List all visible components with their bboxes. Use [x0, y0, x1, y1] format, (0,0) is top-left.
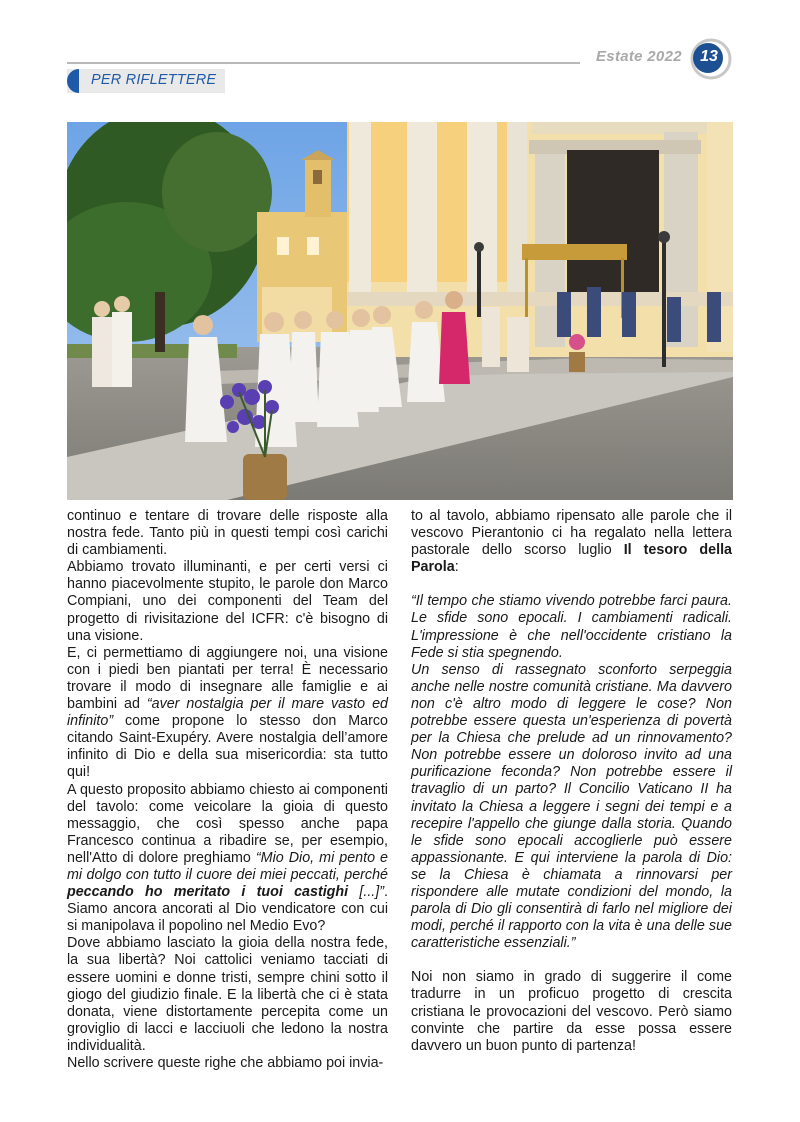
bold-run: Il tesoro della Parola [411, 542, 732, 576]
bold-quote-run: peccando ho meritato i tuoi castighi [67, 884, 349, 901]
quote-run: [...]” [348, 884, 385, 901]
left-paragraph-4 [67, 782, 388, 936]
left-paragraph-2: Abbiamo trovato illuminanti, e per certi versi ci hanno piacevolmente stupito, le parole don Marco Compiani, uno dei componenti del Team del progetto di rivisitazione del ICFR: c'è bisogno di una visione. [67, 559, 388, 644]
left-paragraph-3 [67, 645, 388, 782]
header-rule [67, 62, 580, 64]
quote-run: “aver nostalgia per il mare vasto ed infinito” [67, 696, 388, 730]
left-paragraph-1: continuo e tentare di trovare delle risposte alla nostra fede. Tanto più in questi tempi così carichi di cambiamenti. [67, 508, 388, 559]
spacer [411, 576, 732, 593]
text-run: : [454, 559, 459, 576]
church-procession-photo [67, 122, 733, 500]
text-run: to al tavolo, abbiamo ripensato alle parole che il vescovo Pierantonio ci ha regalato nella lettera pastorale dello scorso luglio [411, 508, 732, 559]
left-paragraph-5: Dove abbiamo lasciato la gioia della nostra fede, la sua libertà? Noi cattolici veniamo tacciati di essere uomini e donne tristi, sempre chini sotto il giogo del giudizio finale. E la libertà che ci è stata donata, viene distortamente percepita come un groviglio di lacci e lacciuoli che ledono la nostra individualità. [67, 935, 388, 1054]
section-title: PER RIFLETTERE [91, 72, 217, 88]
right-column [411, 508, 732, 1055]
text-run: come propone lo stesso don Marco citando Saint-Exupéry. Avere nostalgia dell’amore infinito di Dio e della sua misericordia: sta tutto qui! [67, 713, 388, 781]
quote-paragraph-1: “Il tempo che stiamo vivendo potrebbe farci paura. Le sfide sono epocali. I cambiamenti radicali. L'impressione è che nell'occidente cristiano la Fede si stia spegnendo. [411, 593, 732, 661]
section-tab-cap [67, 69, 79, 93]
right-paragraph-1 [411, 508, 732, 576]
left-paragraph-6: Nello scrivere queste righe che abbiamo poi invia- [67, 1055, 384, 1071]
spacer [411, 952, 732, 969]
issue-label: Estate 2022 [596, 48, 682, 65]
page-number: 13 [700, 48, 718, 65]
left-column [67, 508, 388, 1072]
right-paragraph-3: Noi non siamo in grado di suggerire il come tradurre in un proficuo progetto di crescita cristiana le provocazioni del vescovo. Però siamo convinte che partire da esse possa essere davvero un buon punto di partenza! [411, 969, 732, 1054]
text-run: A questo proposito abbiamo chiesto ai componenti del tavolo: come veicolare la gioia di questo messaggio, che così spesso anche papa Francesco continua a ribadire se, per esempio, nell'Atto di dolore preghiamo [67, 781, 388, 866]
section-tab [67, 69, 225, 93]
quote-run: “Mio Dio, mi pento e mi dolgo con tutto il cuore dei miei peccati, perché [67, 849, 388, 883]
quote-paragraph-2: Un senso di rassegnato sconforto serpeggia anche nelle nostre comunità cristiane. Ma davvero non c'è altro modo di leggere le cose? Non potrebbe essere questa un'esperienza di povertà per la Chiesa che prelude ad un rinnovamento? Non potrebbe essere un doloroso invito ad una purificazione feconda? Non potrebbe essere il travaglio di un parto? Il Concilio Vaticano II ha invitato la Chiesa a leggere i segni dei tempi e a recepire l'appello che giunge dalla storia. Quando le sfide sono epocali accoglierle può essere appassionante. E qui interviene la parola di Dio: se la Chiesa è chiamata a rinnovarsi per rispondere alle mutate condizioni del mondo, la parola di Dio gli consentirà di farlo nel migliore dei modi, perché il rapporto con la vita è una delle sue caratteristiche essenziali.” [411, 661, 732, 952]
text-run: E, ci permettiamo di aggiungere noi, una visione con i piedi ben piantati per terra! È necessario trovare il modo di insegnare alle famiglie e ai bambini ad [67, 644, 388, 713]
text-run: . Siamo ancora ancorati al Dio vendicatore con cui si manipolava il popolino nel Medio Evo? [67, 884, 388, 935]
